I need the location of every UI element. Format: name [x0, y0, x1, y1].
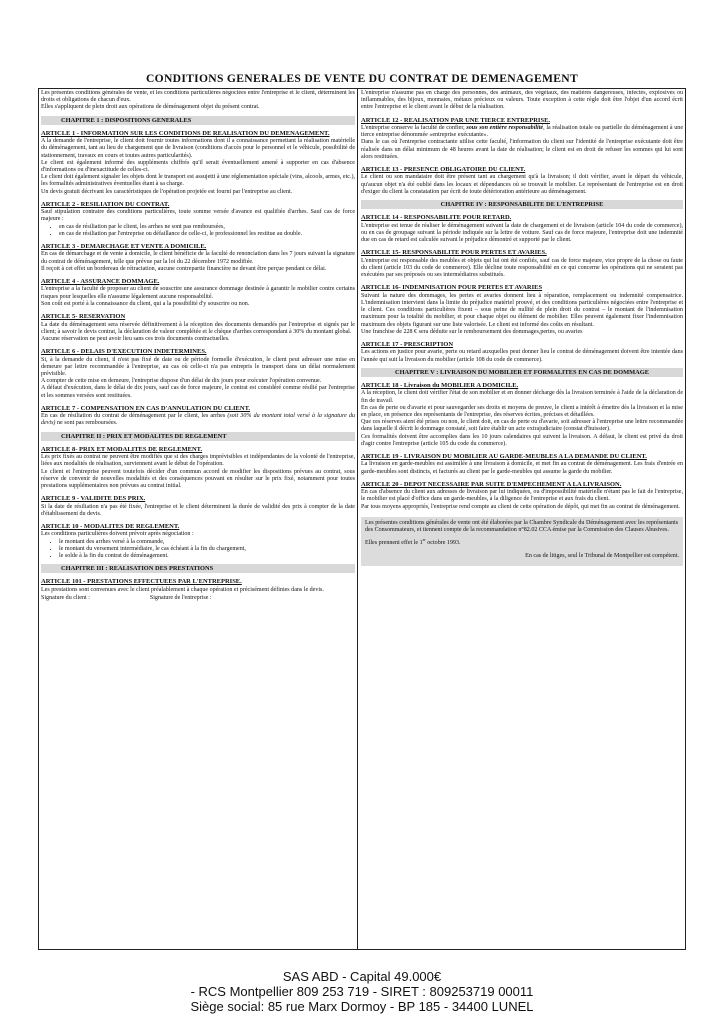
article-title: ARTICLE 20 - DEPOT NECESSAIRE PAR SUITE D'EMPECHEMENT A LA LIVRAISON. [361, 480, 622, 488]
article-title: ARTICLE 101 - PRESTATIONS EFFECTUEES PAR L'ENTREPRISE. [41, 578, 242, 586]
article-7 [41, 405, 355, 428]
note-superscript: er [422, 537, 426, 543]
signature-line [41, 595, 355, 602]
article-19 [361, 453, 683, 476]
article-paragraph: En cas de démarchage et de vente à domicile, le client bénéficie de la faculté de renonciation dans les 7 jours suivant la signature du contrat de déménagement, telle que prévue par la loi du 22 décembre 1972 modifiée. [41, 251, 355, 265]
chapter-2-heading: CHAPITRE II : PRIX ET MODALITES DE REGLEMENT [41, 432, 355, 441]
article-paragraph: Son coût est porté à la connaissance du client, qui a la possibilité d'y souscrire ou non. [41, 300, 250, 307]
article-bullets [41, 224, 355, 238]
article-paragraph: A compter de cette mise en demeure, l'entreprise dispose d'un délai de dix jours pour exécuter l'opération convenue. [41, 378, 322, 385]
article-paragraph: Suivant la nature des dommages, les pertes et avaries donnent lieu à réparation, remplacement ou indemnité compensatrice. L'indemnisation intervient dans la limite du préjudice matériel prouvé, et des conditions particulières négociées entre l'entreprise et le client. Ces conditions particulières fixent – sous peine de nullité de plein droit du contrat – le montant de l'indemnisation maximum pour la totalité du mobilier, et pour chaque objet ou élément de mobilier. Elles peuvent également fixer l'indemnisation maximum des objets figurant sur une liste valorisée. Le client est informé des coûts en résultant. [361, 292, 683, 328]
bullet-item: • le solde à la fin du contrat de déménagement. [59, 553, 355, 560]
article-6 [41, 348, 355, 400]
article-title: ARTICLE 4 - ASSURANCE DOMMAGE. [41, 278, 160, 286]
article-1 [41, 130, 355, 196]
article-paragraph: Aucune réservation ne peut avoir lieu sans ces trois documents contractuelles. [41, 335, 230, 342]
right-column [361, 90, 683, 948]
article-title: ARTICLE 17 - PRESCRIPTION [361, 340, 454, 348]
article-text: En cas de résiliation du contrat de déménagement par le client, les arrhes [41, 413, 226, 420]
note-text: Elles prennent effet le 1 [365, 540, 423, 547]
article-paragraph: Le client doit également signaler les objets dont le transport est assujetti à une réglementation spéciale (vins, alcools, armes, etc.), les formalités administratives éventuelles étant à sa charge. [41, 174, 355, 188]
article-paragraph: Ces formalités doivent être accomplies dans les 10 jours calendaires qui suivent la livraison. A défaut, le client est privé du droit d'agir contre l'entreprise (article 105 du code du commerce). [361, 433, 683, 447]
article-title: ARTICLE 1 - INFORMATION SUR LES CONDITIONS DE REALISATION DU DEMENAGEMENT. [41, 129, 330, 137]
article-paragraph: Les conditions particulières doivent prévoir après négociation : [41, 531, 194, 538]
article-paragraph: Si, à la demande du client, il n'est pas fixé de date ou de période formelle d'exécution, le client peut adresser une mise en demeure par lettre recommandée à l'entreprise, au cas où celle-ci n'a pas entrepris le transport dans un délai normalement prévisible. [41, 356, 355, 377]
client-signature-label: Signature du client : [41, 595, 90, 602]
article-paragraph [41, 413, 355, 427]
article-emphasis: sous son entière responsabilité [466, 125, 544, 132]
legal-note-box [361, 517, 683, 566]
article-17 [361, 341, 683, 364]
footer-company-capital: SAS ABD - Capital 49.000€ [282, 969, 442, 984]
intro-paragraph: Elles s'appliquent de plein droit aux opérations de déménagement objet du présent contrat. [41, 104, 260, 111]
article-101 [41, 578, 355, 602]
bullet-item: • le montant des arrhes versé à la commande, [59, 539, 355, 546]
article-20 [361, 481, 683, 511]
article-paragraph: Un devis gratuit décrivant les caractéristiques de l'opération projetée est fourni par l'entreprise au client. [41, 188, 293, 195]
article-title: ARTICLE 15- RESPONSABILITE POUR PERTES ET AVARIES. [361, 249, 547, 257]
company-signature-label: Signature de l'entreprise : [149, 595, 212, 602]
article-paragraph: En cas d'absence du client aux adresses de livraison par lui indiquées, ou d'impossibilité matérielle n'étant pas le fait de l'entreprise, le mobilier est placé d'office dans un garde-meubles, à la diligence de l'entreprise et aux frais du client. [361, 489, 683, 503]
article-title: ARTICLE 7 - COMPENSATION EN CAS D'ANNULATION DU CLIENT. [41, 404, 251, 412]
article-paragraph: A la réception, le client doit vérifier l'état de son mobilier et en donner décharge dès la livraison terminée à l'aide de la déclaration de fin de travail. [361, 390, 683, 404]
article-title: ARTICLE 16- INDEMNISATION POUR PERTES ET AVARIES [361, 284, 543, 292]
article-title: ARTICLE 8- PRIX ET MODALITES DE REGLEMENT. [41, 445, 203, 453]
article-paragraph: En cas de perte ou d'avarie et pour sauvegarder ses droits et moyens de preuve, le client a intérêt à émettre dès la livraison et la mise en place, en présence des représentants de l'entreprise, des réserves écrites, précises et détaillées. [361, 404, 683, 418]
article-title: ARTICLE 10 - MODALITES DE REGLEMENT. [41, 522, 180, 530]
intro-paragraph: L'entreprise n'assume pas en charge des personnes, des animaux, des végétaux, des matières dangereuses, infectés, explosives ou inflammables, des bijoux, monnaies, métaux précieux ou valeurs. Toute exception à cette règle doit être l'objet d'un accord écrit entre l'entreprise et le client avant le début de la réalisation. [361, 90, 683, 111]
article-paragraph: Une franchise de 228 € sera déduite sur le remboursement des dommages,pertes, ou avaries [361, 328, 583, 335]
article-title: ARTICLE 3 - DEMARCHAGE ET VENTE A DOMICILE. [41, 243, 207, 251]
article-paragraph: Que ces réserves aient été prises ou non, le client doit, en cas de perte ou d'avarie, soit adresser à l'entreprise une lettre recommandée dans laquelle il décrit le dommage constaté, soit faire établir un acte extrajudiciaire (constat d'huissier). [361, 419, 683, 433]
article-title: ARTICLE 19 - LIVRAISON DU MOBILIER AU GARDE-MEUBLES A LA DEMANDE DU CLIENT. [361, 452, 647, 460]
article-5 [41, 313, 355, 343]
article-14 [361, 214, 683, 244]
document-title: CONDITIONS GENERALES DE VENTE DU CONTRAT DE DEMENAGEMENT [146, 72, 578, 85]
bullet-item: • en cas de résiliation par le client, les arrhes ne sont pas remboursées, [59, 224, 355, 231]
article-3 [41, 243, 355, 273]
article-paragraph: Si la date de résiliation n'a pas été fixée, l'entreprise et le client déterminent la durée de validité des prix à compter de la date d'établissement du devis. [41, 503, 355, 517]
article-paragraph: La date du déménagement sera réservée définitivement à la réception des documents demandés par l'entreprise et signés par le client; à savoir le devis contrat, la déclaration de valeur complétée et le chèque d'arrhes correspondant à 30% du montant global. [41, 321, 355, 335]
article-title: ARTICLE 12 - REALISATION PAR UNE TIERCE ENTREPRISE. [361, 116, 551, 124]
article-paragraph: Le client est également informé des suppléments chiffrés qu'il serait éventuellement amené à supporter en cas d'absence d'informations ou d'inexactitude de celles-ci. [41, 159, 355, 174]
article-paragraph: Par tous moyens appropriés, l'entreprise rend compte au client de cette opération de dépôt, qui met fin au contrat de déménagement. [361, 503, 680, 510]
footer-address: Siège social: 85 rue Marx Dormoy - BP 185 - 34400 LUNEL [190, 999, 534, 1014]
chapter-4-heading: CHAPITRE IV : RESPONSABILITE DE L'ENTREPRISE [361, 200, 683, 209]
article-title: ARTICLE 13 - PRESENCE OBLIGATOIRE DU CLIENT. [361, 166, 526, 174]
article-title: ARTICLE 14 - RESPONSABILITE POUR RETARD. [361, 214, 512, 222]
note-text: octobre 1993. [425, 540, 461, 547]
article-text: ne sont pas remboursées. [56, 420, 118, 427]
article-13 [361, 166, 683, 196]
jurisdiction-note: En cas de litiges, seul le Tribunal de Montpellier est compétent. [525, 553, 679, 560]
article-16 [361, 284, 683, 336]
article-bullets [41, 539, 355, 561]
article-18 [361, 382, 683, 448]
article-paragraph: A la demande de l'entreprise, le client doit fournir toutes informations dont il a connaissance permettant la réalisation matérielle du déménagement, tant au lieu de chargement que de livraison (conditions d'accès pour le personnel et le véhicule, possibilité de stationnement, travaux en cours et toutes autres particularités). [41, 138, 355, 159]
bullet-item: • le montant du versement intermédiaire, le cas échéant à la fin du chargement, [59, 546, 355, 553]
article-text: L'entreprise conserve la faculté de confier, [361, 125, 465, 132]
legal-note-date [365, 536, 679, 547]
article-paragraph: Les prix fixés au contrat ne peuvent être modifiés que si des charges imprévisibles et indépendantes de la volonté de l'entreprise, liées aux modalités de réalisation, surviennent avant le début de l'opération. [41, 454, 355, 468]
left-column [41, 90, 355, 948]
article-8 [41, 446, 355, 490]
article-paragraph: L'entreprise a la faculté de proposer au client de souscrire une assurance dommage destinée à garantir le mobilier contre certains risques pour lesquelles elle n'assume légalement aucune responsabilité. [41, 286, 355, 300]
footer-registration: - RCS Montpellier 809 253 719 - SIRET : 809253719 00011 [190, 984, 534, 999]
article-10 [41, 523, 355, 560]
chapter-5-heading: CHAPITRE V : LIVRAISON DU MOBILIER ET FORMALITES EN CAS DE DOMMAGE [361, 368, 683, 377]
column-divider [357, 88, 358, 950]
article-title: ARTICLE 18 - Livraison du MOBILIER A DOMICILE. [361, 381, 519, 389]
article-15 [361, 249, 683, 279]
chapter-3-heading: CHAPITRE III : REALISATION DES PRESTATIONS [41, 564, 355, 573]
article-title: ARTICLE 6 - DELAIS D'EXECUTION INDETERMINES. [41, 348, 207, 356]
intro-paragraph: Les présentes conditions générales de vente, et les conditions particulières négociées entre l'entreprise et le client, déterminent les droits et obligations de chacun d'eux. [41, 90, 355, 104]
article-12 [361, 117, 683, 161]
article-paragraph: Sauf stipulation contraire des conditions particulières, toute somme versée d'avance est qualifiée d'arrhes. Sauf cas de force majeure : [41, 209, 355, 223]
article-title: ARTICLE 9 - VALIDITE DES PRIX. [41, 495, 146, 503]
article-paragraph: Le client ou son mandataire doit être présent tant au chargement qu'à la livraison; il doit vérifier, avant le départ du véhicule, qu'aucun objet n'a été oublié dans les locaux et dépendances où se trouvait le mobilier. Le représentant de l'entreprise est en droit d'exiger du client la constatation par écrit de toute détérioration antérieure au déménagement. [361, 174, 683, 195]
article-title: ARTICLE 5- RESERVATION [41, 313, 126, 321]
article-paragraph: Les prestations sont convenues avec le client préalablement à chaque opération et précisément définies dans le devis. [41, 586, 324, 593]
legal-note-text: Les présentes conditions générales de vente ont été élaborées par la Chambre Syndicale du Déménagement avec les représentants des Consommateurs, et tiennent compte de la recommandation n°82.02 CCA émise par la Commission des Clauses Abusives. [365, 519, 679, 533]
article-paragraph: Il reçoit à cet effet un bordereau de rétractation, aucune contrepartie financière ne devant être perçue pendant ce délai. [41, 265, 327, 272]
article-paragraph: L'entreprise est responsable des meubles et objets qui lui ont été confiés, sauf cas de force majeure, vice propre de la chose ou faute du client (article 103 du code de commerce). Elle décline toute responsabilité en ce qui concerne les opérations qui ne seraient pas exécutées par ses préposés ou ses intermédiaires substitués. [361, 257, 683, 279]
article-text: , la réalisation totale ou partielle du déménagement à une tierce entreprise dénommée «entreprise exécutante». [361, 125, 683, 139]
article-paragraph: Le client et l'entreprise peuvent toutefois décider d'un commun accord de modifier les dispositions prévues au contrat, sous réserve de convenir de nouvelles modalités et des conséquences pouvant en résulter sur le prix fixé, notamment pour toutes prestations supplémentaires non prévues au contrat initial. [41, 468, 355, 489]
bullet-item: • en cas de résiliation par l'entreprise ou défaillance de celle-ci, le professionnel les restitue au double. [59, 231, 355, 238]
article-4 [41, 278, 355, 308]
chapter-1-heading: CHAPITRE 1 : DISPOSITIONS GENERALES [41, 116, 355, 125]
article-paragraph: La livraison en garde-meubles est assimilée à une livraison à domicile, et met fin au contrat de déménagement. Les frais d'entrée en garde-meubles sont distincts, et facturés au client par le garde-meubles qui assume la garde du mobilier. [361, 461, 683, 475]
article-title: ARTICLE 2 - RESILIATION DU CONTRAT. [41, 200, 170, 208]
article-paragraph: A défaut d'exécution, dans le délai de dix jours, sauf cas de force majeure, le contrat est considéré comme résilié par l'entreprise et les sommes versées sont restituées. [41, 385, 355, 399]
article-paragraph: L'entreprise est tenue de réaliser le déménagement suivant la date de chargement et de livraison (article 104 du code de commerce), ou en cas de groupage suivant la période indiquée sur la lettre de voiture. Sauf cas de force majeure, l'entreprise doit une indemnité due en cas de retard est calculée suivant le préjudice démontré et supporté par le client. [361, 222, 683, 244]
article-paragraph: Les actions en justice pour avarie, perte ou retard auxquelles peut donner lieu le contrat de déménagement doivent être intentée dans l'année qui suit la livraison du mobilier (article 108 du code de commerce). [361, 349, 683, 363]
article-9 [41, 495, 355, 518]
article-paragraph: Dans le cas où l'entreprise contractante utilise cette faculté, l'information du client sur l'identité de l'entreprise exécutante doit être réalisée dans un délai minimum de 48 heures avant la date de réalisation; le client est en droit de refuser les sommes qui lui sont alors restituées. [361, 139, 683, 160]
article-emphasis: (soit 30% du montant total versé à la signature du devis) [41, 413, 355, 427]
article-2 [41, 201, 355, 238]
article-paragraph [361, 125, 683, 139]
